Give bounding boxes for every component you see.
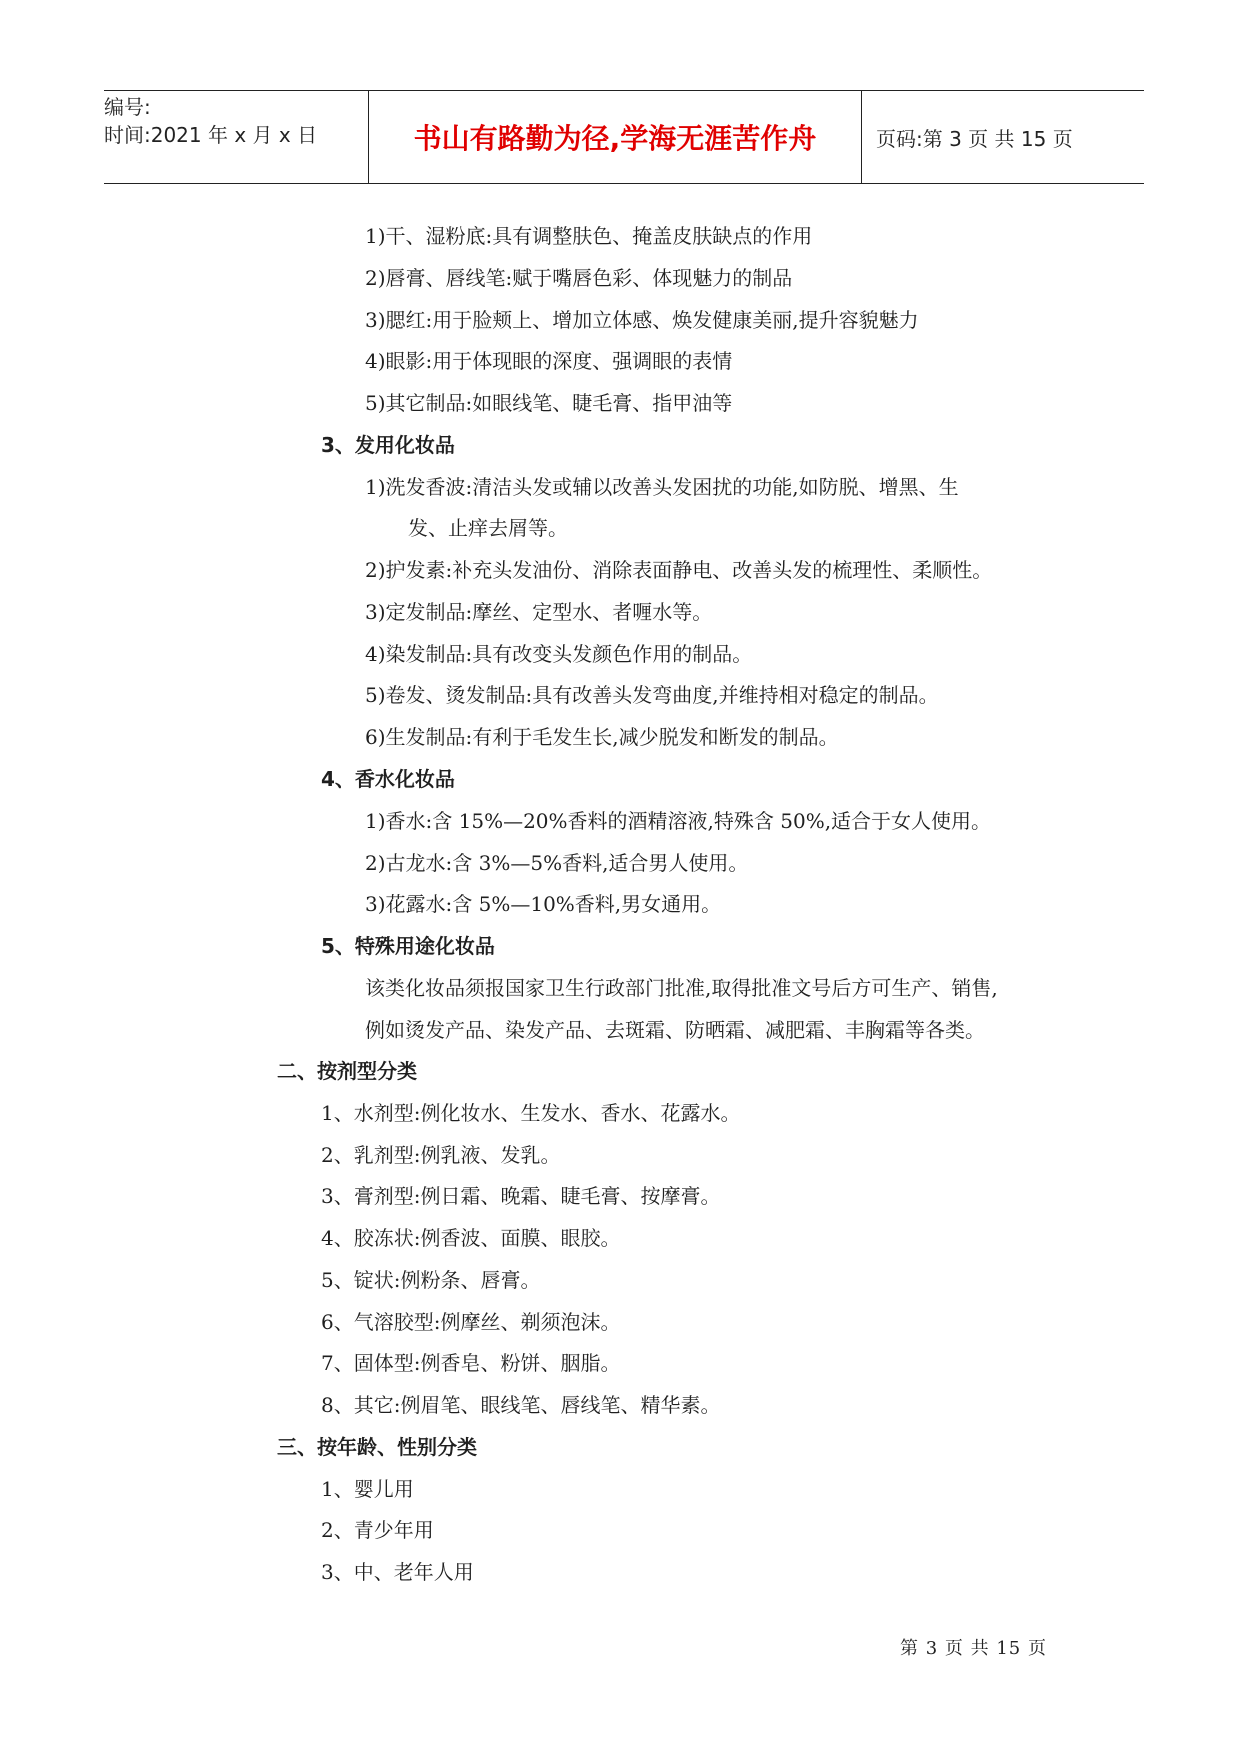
list-item: 3)花露水:含 5%—10%香料,男女通用。 <box>365 892 722 916</box>
chapter-heading: 三、按年龄、性别分类 <box>277 1435 477 1459</box>
chapter-heading: 二、按剂型分类 <box>277 1059 417 1083</box>
list-item-continuation: 发、止痒去屑等。 <box>408 516 568 540</box>
list-item: 3)腮红:用于脸颊上、增加立体感、焕发健康美丽,提升容貌魅力 <box>365 308 919 332</box>
list-item: 4、胶冻状:例香波、面膜、眼胶。 <box>321 1226 621 1250</box>
list-item: 3)定发制品:摩丝、定型水、者喱水等。 <box>365 600 713 624</box>
list-item: 2、青少年用 <box>321 1518 434 1542</box>
list-item: 1)干、湿粉底:具有调整肤色、掩盖皮肤缺点的作用 <box>365 224 813 248</box>
list-item: 1)洗发香波:清洁头发或辅以改善头发困扰的功能,如防脱、增黑、生 <box>365 475 959 499</box>
list-item: 1、婴儿用 <box>321 1477 414 1501</box>
list-item: 2)护发素:补充头发油份、消除表面静电、改善头发的梳理性、柔顺性。 <box>365 558 993 582</box>
motto: 书山有路勤为径,学海无涯苦作舟 <box>369 91 862 183</box>
page-info: 页码:第 3 页 共 15 页 <box>876 126 1073 151</box>
section-heading: 4、香水化妆品 <box>321 767 455 791</box>
number-label: 编号: <box>104 95 151 119</box>
list-item: 6)生发制品:有利于毛发生长,减少脱发和断发的制品。 <box>365 725 839 749</box>
list-item: 2)古龙水:含 3%—5%香料,适合男人使用。 <box>365 851 749 875</box>
list-item: 5)卷发、烫发制品:具有改善头发弯曲度,并维持相对稳定的制品。 <box>365 683 939 707</box>
page-footer: 第 3 页 共 15 页 <box>900 1638 1047 1659</box>
list-item: 4)染发制品:具有改变头发颜色作用的制品。 <box>365 642 753 666</box>
list-item: 4)眼影:用于体现眼的深度、强调眼的表情 <box>365 349 733 373</box>
document-header <box>104 90 1144 184</box>
list-item: 2)唇膏、唇线笔:赋于嘴唇色彩、体现魅力的制品 <box>365 266 793 290</box>
list-item: 7、固体型:例香皂、粉饼、胭脂。 <box>321 1351 621 1375</box>
list-item: 2、乳剂型:例乳液、发乳。 <box>321 1143 561 1167</box>
list-item: 3、膏剂型:例日霜、晚霜、睫毛膏、按摩膏。 <box>321 1184 721 1208</box>
list-item: 3、中、老年人用 <box>321 1560 474 1584</box>
list-item: 1)香水:含 15%—20%香料的酒精溶液,特殊含 50%,适合于女人使用。 <box>365 809 992 833</box>
time-label: 时间:2021 年 x 月 x 日 <box>104 123 318 147</box>
list-item: 6、气溶胶型:例摩丝、剃须泡沫。 <box>321 1310 621 1334</box>
list-item: 1、水剂型:例化妆水、生发水、香水、花露水。 <box>321 1101 741 1125</box>
paragraph-line: 例如烫发产品、染发产品、去斑霜、防晒霜、减肥霜、丰胸霜等各类。 <box>365 1018 985 1042</box>
section-heading: 3、发用化妆品 <box>321 433 455 457</box>
list-item: 5、锭状:例粉条、唇膏。 <box>321 1268 541 1292</box>
paragraph-line: 该类化妆品须报国家卫生行政部门批准,取得批准文号后方可生产、销售, <box>365 976 998 1000</box>
list-item: 8、其它:例眉笔、眼线笔、唇线笔、精华素。 <box>321 1393 721 1417</box>
list-item: 5)其它制品:如眼线笔、睫毛膏、指甲油等 <box>365 391 733 415</box>
section-heading: 5、特殊用途化妆品 <box>321 934 495 958</box>
header-meta <box>104 91 369 183</box>
